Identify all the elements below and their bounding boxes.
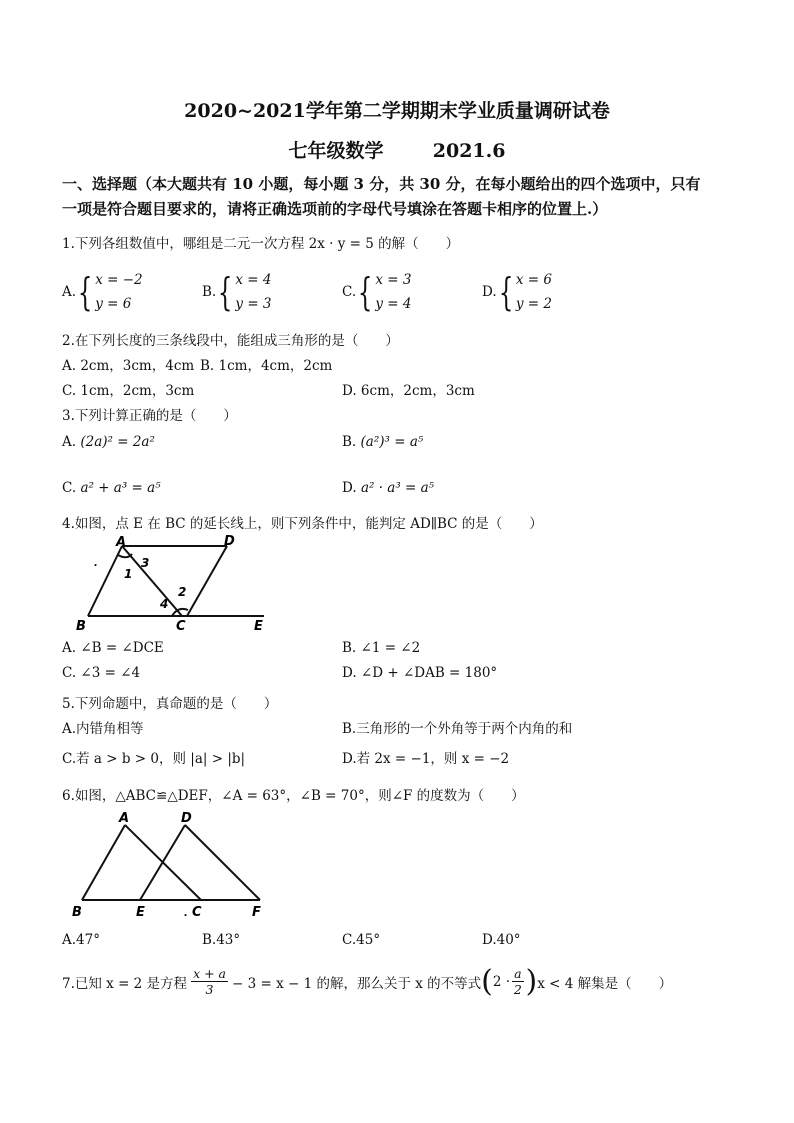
q1-option-c: C. { x = 3 y = 4	[342, 270, 412, 314]
q2-option-b: B. 1cm，4cm，2cm	[200, 358, 333, 374]
q6-label-A: A	[119, 811, 130, 826]
q7-inner-fraction: $\frac{a}{2}$	[513, 966, 522, 997]
q3-option-b: B. (a²)³ = a⁵	[342, 434, 424, 450]
exam-title: 2020~2021学年第二学期期末学业质量调研试卷	[184, 100, 610, 122]
q6-label-E: E	[136, 905, 145, 920]
q5-option-b: B.三角形的一个外角等于两个内角的和	[342, 721, 573, 737]
exam-subtitle-row	[0, 136, 794, 163]
q4-label-E: E	[254, 619, 263, 634]
svg-text:.: .	[94, 558, 98, 569]
q4-label-C: C	[176, 619, 186, 634]
q1-stem: 1.下列各组数值中，哪组是二元一次方程 2x · y = 5 的解（ ）	[62, 236, 460, 252]
q4-option-d: D. ∠D + ∠DAB = 180°	[342, 665, 498, 681]
q6-option-c: C.45°	[342, 932, 381, 948]
q4-angle-2: 2	[178, 585, 187, 599]
q6-triangles-figure	[64, 806, 280, 920]
q2-option-d: D. 6cm，2cm，3cm	[342, 383, 475, 399]
q7-mid: − 3 = x − 1 的解，那么关于 x 的不等式	[232, 975, 482, 992]
q6-label-F: F	[252, 905, 261, 920]
q3-option-d: D. a² · a³ = a⁵	[342, 480, 435, 496]
q6-label-D: D	[181, 811, 192, 826]
q4-parallelogram-figure	[72, 534, 282, 634]
svg-text:.: .	[184, 908, 188, 919]
q4-angle-3: 3	[141, 556, 150, 570]
q2-option-c: C. 1cm，2cm，3cm	[62, 383, 195, 399]
q3-option-a: A. (2a)² = 2a²	[62, 434, 155, 450]
q6-label-C: C	[192, 905, 202, 920]
q1-option-d: D. { x = 6 y = 2	[482, 270, 552, 314]
q7-fraction: $\frac{x + a}{3}$	[193, 966, 226, 997]
q6-label-B: B	[72, 905, 82, 920]
q7-prefix: 7.已知 x = 2 是方程	[62, 975, 188, 992]
q4-stem: 4.如图，点 E 在 BC 的延长线上，则下列条件中，能判定 AD∥BC 的是（ ）	[62, 516, 543, 532]
q7-suffix: x < 4 解集是（ ）	[537, 975, 673, 992]
q4-label-D: D	[224, 534, 235, 549]
q4-angle-4: 4	[160, 597, 169, 611]
q5-option-d: D.若 2x = −1，则 x = −2	[342, 751, 510, 767]
q4-angle-1: 1	[124, 567, 133, 581]
q5-option-c: C.若 a > b > 0，则 |a| > |b|	[62, 751, 246, 767]
q3-option-c: C. a² + a³ = a⁵	[62, 480, 161, 496]
q5-option-a: A.内错角相等	[62, 721, 144, 737]
q7-paren-left: 2 ·	[492, 973, 511, 990]
q1-option-b: B. { x = 4 y = 3	[202, 270, 272, 314]
exam-date: 2021.6	[432, 140, 506, 162]
q6-option-a: A.47°	[62, 932, 100, 948]
section-heading-line2: 一项是符合题目要求的，请将正确选项前的字母代号填涂在答题卡相序的位置上.）	[62, 200, 608, 218]
q6-option-b: B.43°	[202, 932, 241, 948]
section-heading-line1: 一、选择题（本大题共有 10 小题，每小题 3 分，共 30 分，在每小题给出的四个选项中，只有	[62, 175, 701, 193]
q2-stem: 2.在下列长度的三条线段中，能组成三角形的是（ ）	[62, 333, 399, 349]
q4-label-B: B	[76, 619, 86, 634]
q7-stem: 7.已知 x = 2 是方程 $\frac{x + a}{3}$ − 3 = x − 1 的解，那么关于 x 的不等式 ( 2 · $\frac{a}{2}$ ) x < 4 解集是（ ）	[62, 964, 673, 999]
q1-option-a: A. { x = −2 y = 6	[62, 270, 143, 314]
q4-label-A: A	[116, 535, 127, 550]
q5-stem: 5.下列命题中，真命题的是（ ）	[62, 696, 278, 712]
q2-option-a: A. 2cm，3cm，4cm	[62, 358, 195, 374]
q3-stem: 3.下列计算正确的是（ ）	[62, 408, 237, 424]
exam-subtitle: 七年级数学	[288, 140, 384, 162]
q6-stem: 6.如图，△ABC≌△DEF，∠A = 63°，∠B = 70°，则∠F 的度数为（ ）	[62, 788, 525, 804]
q4-option-b: B. ∠1 = ∠2	[342, 640, 421, 656]
q4-option-a: A. ∠B = ∠DCE	[62, 640, 164, 656]
q6-option-d: D.40°	[482, 932, 521, 948]
q4-option-c: C. ∠3 = ∠4	[62, 665, 141, 681]
